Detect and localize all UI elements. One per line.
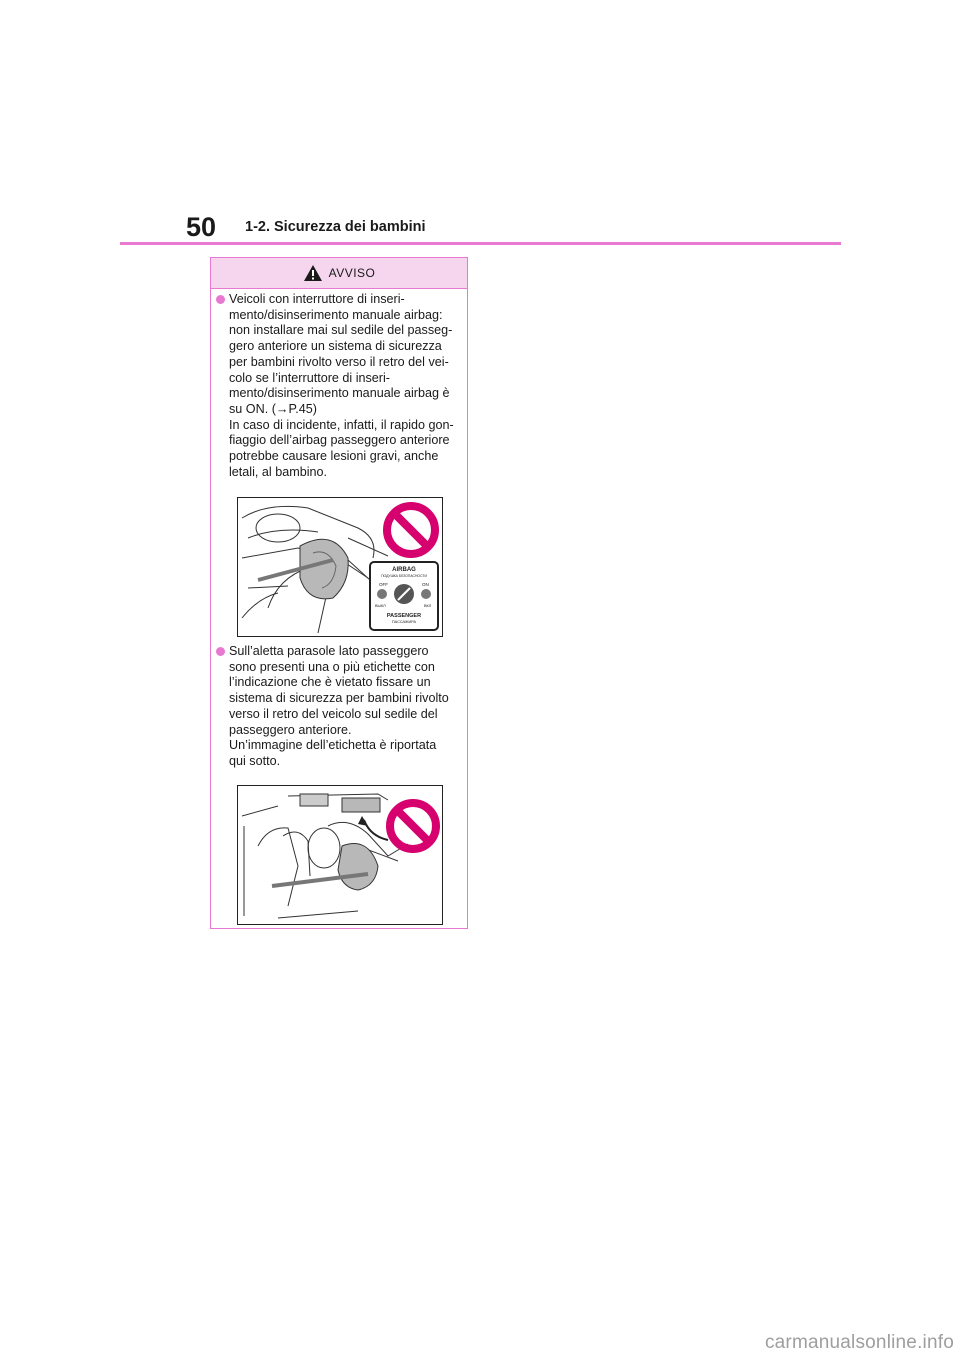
switch-on-label: ON: [422, 582, 429, 587]
switch-off-label: OFF: [379, 582, 388, 587]
cabin-drawing: [238, 786, 442, 924]
prohibition-icon: [387, 506, 435, 554]
switch-label-passenger: PASSENGER: [386, 613, 422, 619]
prohibition-icon: [390, 803, 436, 849]
bullet-dot-icon: [216, 647, 225, 656]
switch-off-label-ru: ВЫКЛ: [375, 604, 386, 608]
sun-visor-illustration: [237, 785, 443, 925]
warning-header: [211, 258, 467, 289]
section-title: 1-2. Sicurezza dei bambini: [245, 219, 426, 235]
warning-bullet: [216, 644, 466, 770]
page-number: 50: [186, 212, 217, 242]
switch-label-airbag: AIRBAG: [392, 567, 416, 573]
switch-label-airbag-ru: ПОДУШКА БЕЗОПАСНОСТИ: [381, 574, 427, 578]
bullet-text: Sull’aletta parasole lato passeggero sono presenti una o più etichette con l’indicazione che è vietato fissare un sistema di sicurezza per bambini rivolto verso il retro del veicolo sul sedile del passeggero anteriore. Un’immagine dell’etichetta è riportata qui sotto.: [229, 644, 449, 768]
warning-title: AVVISO: [328, 266, 376, 280]
bullet-dot-icon: [216, 295, 225, 304]
dashboard-drawing: [238, 498, 442, 636]
warning-triangle-icon: [303, 264, 323, 282]
header-divider: [120, 242, 841, 245]
warning-bullet: [216, 292, 466, 480]
switch-on-label-ru: ВКЛ: [424, 604, 432, 608]
switch-label-passenger-ru: ПАССАЖИРА: [391, 620, 417, 624]
airbag-switch-illustration: [237, 497, 443, 637]
watermark: carmanualsonline.info: [764, 1332, 954, 1353]
warning-box: [210, 257, 468, 929]
bullet-text: Veicoli con interruttore di inseri- mento/disinserimento manuale airbag: non installare mai sul sedile del passeg- gero anteriore un sistema di sicurezza per bambini rivolto verso il retro del vei- colo se l’interruttore di inseri- mento/disinserimento manuale airbag è su ON. (→P.45) In caso di incidente, infatti, il rapido gon- fiaggio dell’airbag passeggero anteriore potrebbe causare lesioni gravi, anche letali, al bambino.: [229, 292, 454, 479]
